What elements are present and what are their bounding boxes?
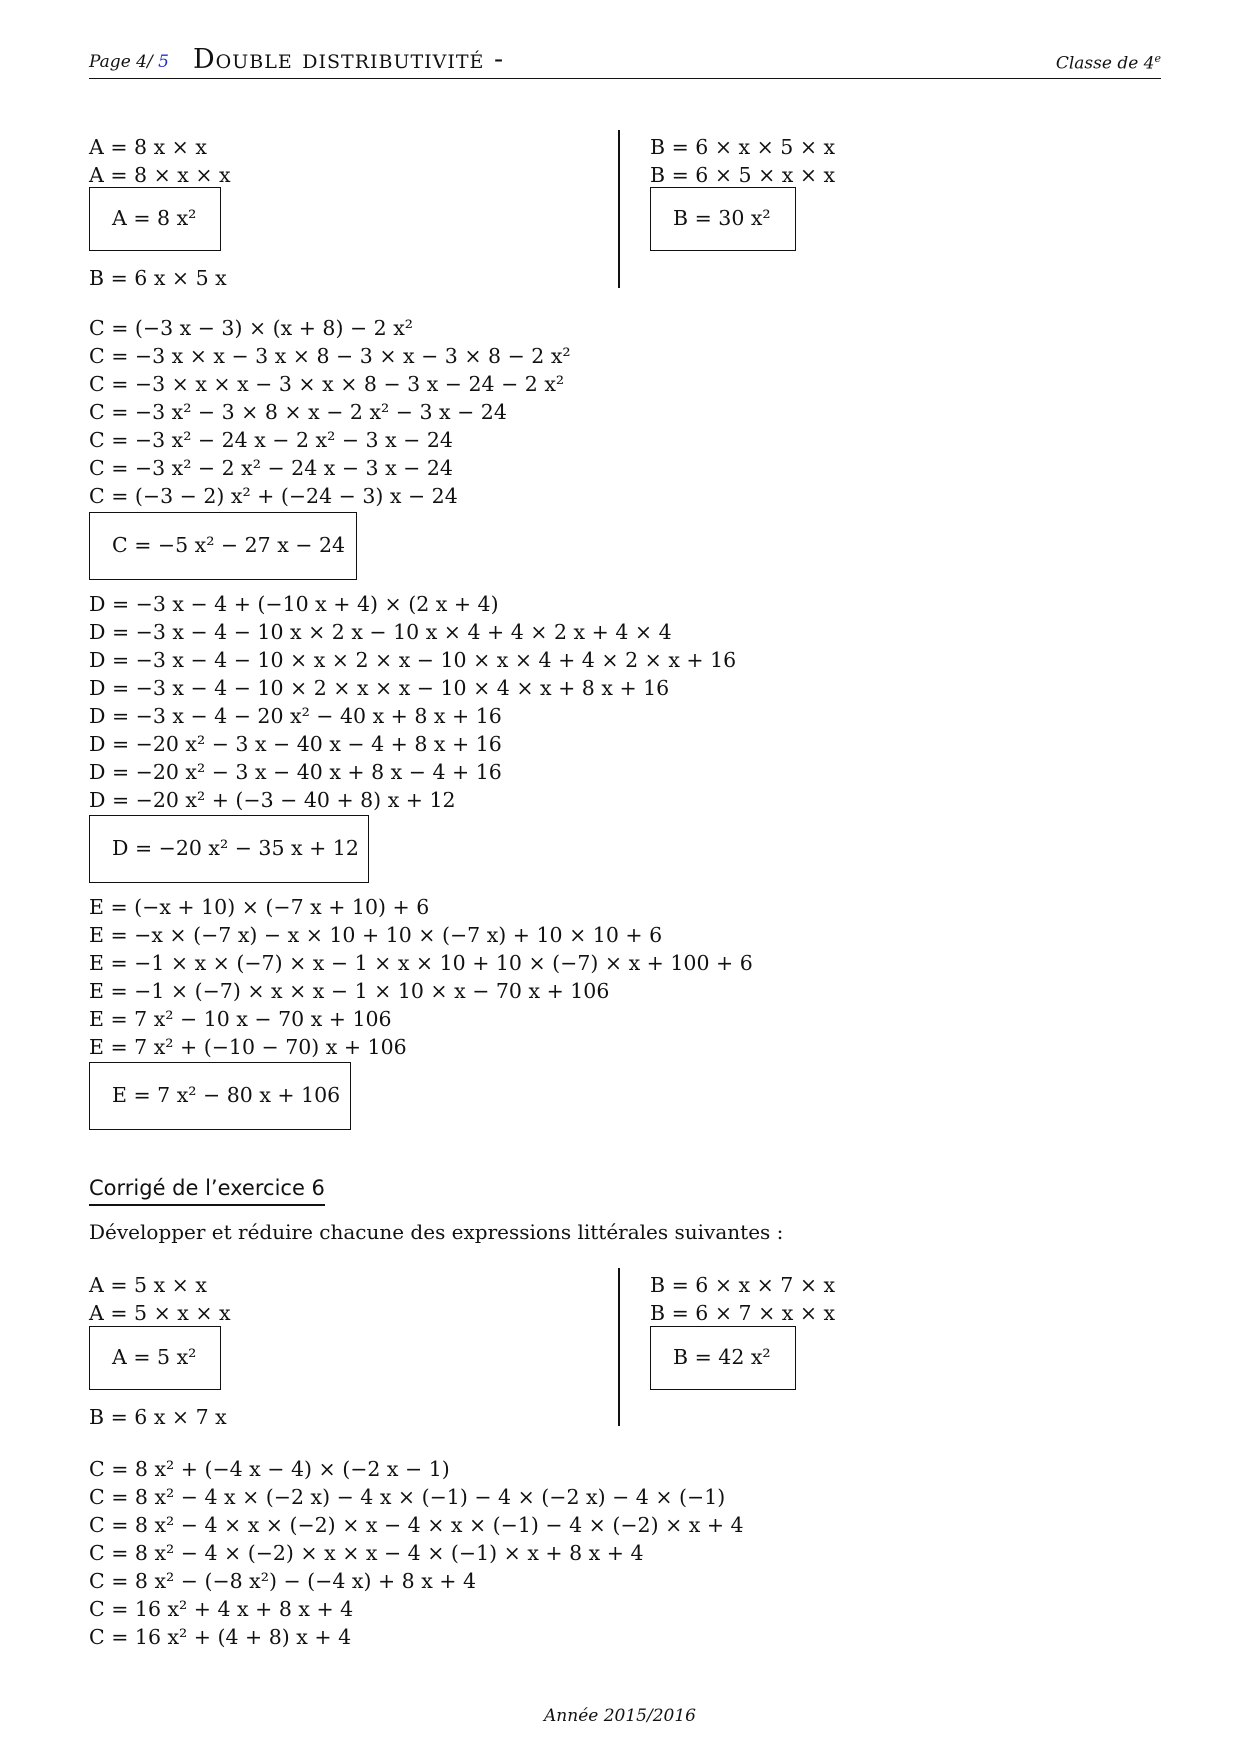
- ex5-d-line-1: D = −3 x − 4 + (−10 x + 4) × (2 x + 4): [89, 592, 499, 616]
- ex5-c-result: C = −5 x² − 27 x − 24: [112, 533, 346, 557]
- page-prefix: Page 4/: [89, 52, 153, 72]
- ex5-d-line-8: D = −20 x² + (−3 − 40 + 8) x + 12: [89, 788, 456, 812]
- page-header: [89, 40, 1161, 79]
- ex5-e-line-1: E = (−x + 10) × (−7 x + 10) + 6: [89, 895, 430, 919]
- ex5-d-line-2: D = −3 x − 4 − 10 x × 2 x − 10 x × 4 + 4 × 2 x + 4 × 4: [89, 620, 672, 644]
- ex6-c-line-3: C = 8 x² − 4 × x × (−2) × x − 4 × x × (−1) − 4 × (−2) × x + 4: [89, 1513, 744, 1537]
- ex6-title: Corrigé de l’exercice 6: [89, 1176, 325, 1206]
- ex5-c-line-1: C = (−3 x − 3) × (x + 8) − 2 x²: [89, 316, 414, 340]
- ex5-e-line-5: E = 7 x² − 10 x − 70 x + 106: [89, 1007, 392, 1031]
- ex5-c-line-3: C = −3 × x × x − 3 × x × 8 − 3 x − 24 − 2 x²: [89, 372, 565, 396]
- ex5-e-line-3: E = −1 × x × (−7) × x − 1 × x × 10 + 10 × (−7) × x + 100 + 6: [89, 951, 753, 975]
- ex6-c-line-6: C = 16 x² + 4 x + 8 x + 4: [89, 1597, 354, 1621]
- ex5-b-result-box: [650, 187, 796, 251]
- ex5-a-line-1: A = 8 x × x: [89, 135, 207, 159]
- ex5-d-line-3: D = −3 x − 4 − 10 × x × 2 × x − 10 × x × 4 + 4 × 2 × x + 16: [89, 648, 737, 672]
- ex5-c-line-6: C = −3 x² − 2 x² − 24 x − 3 x − 24: [89, 456, 453, 480]
- ex5-d-result: D = −20 x² − 35 x + 12: [112, 836, 359, 860]
- column-divider: [618, 130, 620, 288]
- class-label-text: Classe de 4: [1055, 53, 1155, 74]
- ex6-a-line-1: A = 5 x × x: [89, 1273, 207, 1297]
- ex5-e-result: E = 7 x² − 80 x + 106: [112, 1083, 341, 1107]
- ex6-b-line-2: B = 6 × 7 × x × x: [650, 1301, 836, 1325]
- ex5-c-result-box: [89, 512, 357, 580]
- ex5-b-line-1: B = 6 × x × 5 × x: [650, 135, 836, 159]
- ex5-d-line-5: D = −3 x − 4 − 20 x² − 40 x + 8 x + 16: [89, 704, 502, 728]
- ex6-a-line-2: A = 5 × x × x: [89, 1301, 231, 1325]
- ex6-c-line-7: C = 16 x² + (4 + 8) x + 4: [89, 1625, 352, 1649]
- ex5-c-line-4: C = −3 x² − 3 × 8 × x − 2 x² − 3 x − 24: [89, 400, 507, 424]
- ex6-c-line-5: C = 8 x² − (−8 x²) − (−4 x) + 8 x + 4: [89, 1569, 477, 1593]
- column-divider-2: [618, 1268, 620, 1426]
- ex6-b-result: B = 42 x²: [673, 1345, 771, 1369]
- ex6-b-left-line: B = 6 x × 7 x: [89, 1405, 227, 1429]
- page-footer: Année 2015/2016: [544, 1706, 696, 1726]
- ex5-e-result-box: [89, 1062, 351, 1130]
- ex5-c-line-5: C = −3 x² − 24 x − 2 x² − 3 x − 24: [89, 428, 453, 452]
- ex6-intro: Développer et réduire chacune des expressions littérales suivantes :: [89, 1220, 784, 1244]
- page-number: [89, 52, 169, 72]
- ex5-a-result: A = 8 x²: [112, 206, 197, 230]
- document-title: Double distributivité -: [193, 44, 505, 75]
- ex6-a-result: A = 5 x²: [112, 1345, 197, 1369]
- ex6-a-result-box: [89, 1326, 221, 1390]
- ex6-b-line-1: B = 6 × x × 7 × x: [650, 1273, 836, 1297]
- ex5-b-left-line: B = 6 x × 5 x: [89, 266, 227, 290]
- ex5-c-line-7: C = (−3 − 2) x² + (−24 − 3) x − 24: [89, 484, 458, 508]
- ex5-d-line-6: D = −20 x² − 3 x − 40 x − 4 + 8 x + 16: [89, 732, 502, 756]
- ex6-c-line-2: C = 8 x² − 4 x × (−2 x) − 4 x × (−1) − 4 × (−2 x) − 4 × (−1): [89, 1485, 726, 1509]
- ex6-c-line-1: C = 8 x² + (−4 x − 4) × (−2 x − 1): [89, 1457, 450, 1481]
- ex5-a-result-box: [89, 187, 221, 251]
- page-total-link[interactable]: 5: [158, 52, 169, 72]
- ex6-c-line-4: C = 8 x² − 4 × (−2) × x × x − 4 × (−1) × x + 8 x + 4: [89, 1541, 644, 1565]
- ex5-c-line-2: C = −3 x × x − 3 x × 8 − 3 × x − 3 × 8 − 2 x²: [89, 344, 571, 368]
- ex5-e-line-2: E = −x × (−7 x) − x × 10 + 10 × (−7 x) + 10 × 10 + 6: [89, 923, 663, 947]
- ex5-a-line-2: A = 8 × x × x: [89, 163, 231, 187]
- ex5-e-line-6: E = 7 x² + (−10 − 70) x + 106: [89, 1035, 407, 1059]
- ex5-d-line-4: D = −3 x − 4 − 10 × 2 × x × x − 10 × 4 × x + 8 x + 16: [89, 676, 670, 700]
- ex5-d-result-box: [89, 815, 369, 883]
- ex5-d-line-7: D = −20 x² − 3 x − 40 x + 8 x − 4 + 16: [89, 760, 502, 784]
- ex6-b-result-box: [650, 1326, 796, 1390]
- ex5-b-line-2: B = 6 × 5 × x × x: [650, 163, 836, 187]
- class-label: [1056, 52, 1161, 74]
- class-label-sup: e: [1154, 52, 1161, 65]
- ex5-e-line-4: E = −1 × (−7) × x × x − 1 × 10 × x − 70 x + 106: [89, 979, 610, 1003]
- ex5-b-result: B = 30 x²: [673, 206, 771, 230]
